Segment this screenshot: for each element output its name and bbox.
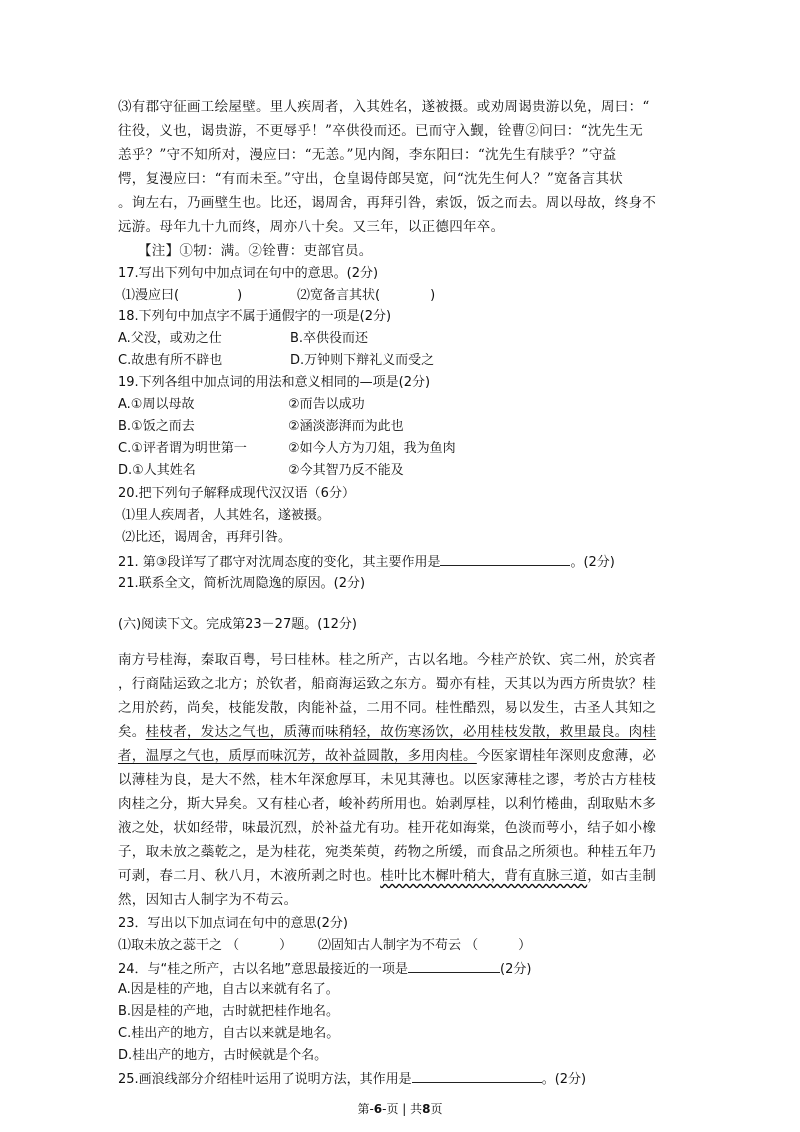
question-23-item-a: ⑴取未放之蕊干之 （ ） bbox=[118, 938, 293, 953]
option-a-1: A.①周以母故 bbox=[118, 397, 195, 412]
question-17-item-b: ⑵宽备言其状( ) bbox=[297, 288, 436, 303]
passage6-line: 南方号桂海，秦取百粤，号曰桂林。桂之所产，古以名地。今桂产於钦、宾二州，於宾者 bbox=[118, 652, 657, 668]
option-d-1: D.①人其姓名 bbox=[118, 463, 196, 478]
page-footer: 第-6-页 | 共8页 bbox=[357, 1102, 443, 1116]
option-c-1: C.①评者谓为明世第一 bbox=[118, 441, 247, 456]
passage6-line: 矣。桂枝者，发达之气也，质薄而味稍轻，故伤寒汤饮，必用桂枝发散，救里最良。肉桂 bbox=[118, 724, 657, 740]
passage5-line: 往役，义也，谒贵游，不更辱乎！”卒供役而还。已而守入觐，铨曹②问曰：“沈先生无 bbox=[118, 123, 644, 139]
option-d: D.桂出产的地方，古时候就是个名。 bbox=[118, 1048, 328, 1063]
option-d: D.万钟则下辩礼义而受之 bbox=[290, 353, 435, 368]
wavy-underlined-passage: 桂叶比木樨叶稍大，背有直脉三道 bbox=[380, 868, 588, 884]
question-20-stem: 20.把下列句子解释成现代汉汉语（6分） bbox=[118, 486, 355, 501]
page-number: 6 bbox=[373, 1102, 383, 1116]
passage6-line: 之用於药，尚矣，枝能发散，肉能补益，二用不同。桂性酷烈，易以发生，古圣人其知之 bbox=[118, 700, 657, 716]
page-total: 8 bbox=[422, 1102, 431, 1116]
answer-blank[interactable] bbox=[408, 958, 500, 973]
passage6-line: 液之处，状如经带，味最沉烈，於补益尤有功。桂开花如海棠，色淡而萼小，结子如小橡 bbox=[118, 820, 657, 836]
passage6-line: ，行商陆运致之北方；於钦者，船商海运致之东方。蜀亦有桂，天其以为西方所贵欤？桂 bbox=[118, 676, 657, 692]
option-b: B.卒供役而还 bbox=[290, 331, 369, 346]
question-24-stem: 24．与“桂之所产，古以名地”意思最接近的一项是 (2分) bbox=[118, 958, 531, 980]
section-6-heading: (六)阅读下文。完成第23－27题。(12分) bbox=[118, 617, 357, 632]
question-20-item-a: ⑴里人疾周者，人其姓名，遂被摄。 bbox=[122, 508, 331, 523]
question-25-stem: 25.画浪线部分介绍桂叶运用了说明方法，其作用是 。(2分) bbox=[118, 1068, 586, 1090]
option-c: C.桂出产的地方，自古以来就是地名。 bbox=[118, 1026, 340, 1041]
footnote: 【注】①牣：满。②铨曹：吏部官员。 bbox=[138, 243, 373, 259]
question-18-stem: 18.下列句中加点字不属于通假字的一项是(2分) bbox=[118, 309, 392, 324]
option-a-2: ②而告以成功 bbox=[288, 397, 365, 412]
underlined-passage: 者，温厚之气也，质厚而味沉芳，故补益圆散，多用肉桂。 bbox=[118, 748, 477, 764]
option-c-2: ②如今人方为刀俎，我为鱼肉 bbox=[288, 441, 456, 456]
underlined-passage: 桂枝者，发达之气也，质薄而味稍轻，故伤寒汤饮，必用桂枝发散，救里最良。肉桂 bbox=[145, 724, 657, 740]
question-23-item-b: ⑵固知古人制字为不苟云 （ ） bbox=[318, 938, 532, 953]
passage5-line: ⑶有郡守征画工绘屋壁。里人疾周者，入其姓名，遂被摄。或劝周谒贵游以免，周曰：“ bbox=[118, 99, 650, 115]
passage5-line: 恙乎？”守不知所对，漫应曰：“无恙。”见内阁，李东阳曰：“沈先生有牍乎？”守益 bbox=[118, 147, 617, 163]
passage6-line: 肉桂之分，斯大异矣。又有桂心者，峻补药所用也。始剥厚桂，以利竹棬曲，刮取贴木多 bbox=[118, 796, 657, 812]
passage5-line: 。询左右，乃画壁生也。比还，谒周舍，再拜引咎，索饭，饭之而去。周以母故，终身不 bbox=[118, 195, 657, 211]
passage6-line: 以薄桂为良，是大不然，桂木年深愈厚耳，未见其薄也。以医家薄桂之谬，考於古方桂枝 bbox=[118, 772, 657, 788]
question-19-stem: 19.下列各组中加点词的用法和意义相同的—项是(2分) bbox=[118, 375, 431, 390]
option-b-2: ②涵淡澎湃而为此也 bbox=[288, 419, 404, 434]
answer-blank[interactable] bbox=[412, 1068, 542, 1083]
question-17-stem: 17.写出下列句中加点词在句中的意思。(2分) bbox=[118, 266, 379, 281]
question-21a: 21. 第③段详写了郡守对沈周态度的变化，其主要作用是 。(2分) bbox=[118, 551, 615, 573]
answer-blank[interactable] bbox=[440, 551, 570, 566]
question-17-item-a: ⑴漫应曰( ) bbox=[122, 288, 243, 303]
question-20-item-b: ⑵比还，谒周舍，再拜引咎。 bbox=[122, 530, 292, 545]
passage6-line: 子，取未放之蘂乾之，是为桂花，宛类茱萸，药物之所缓，而食品之所须也。种桂五年乃 bbox=[118, 844, 657, 860]
option-a: A.父没，或劝之仕 bbox=[118, 331, 222, 346]
question-23-stem: 23．写出以下加点词在句中的意思(2分) bbox=[118, 916, 348, 931]
passage5-line: 愕，复漫应曰：“有而未至。”守出，仓皇谒侍郎吴宽，问“沈先生何人？”宽备言其状 bbox=[118, 171, 624, 187]
question-21b: 21.联系全文，简析沈周隐逸的原因。(2分) bbox=[118, 576, 366, 591]
passage5-line: 远游。母年九十九而终，周亦八十矣。又三年，以正德四年卒。 bbox=[118, 219, 505, 235]
passage6-line: 然，因知古人制字为不苟云。 bbox=[118, 892, 298, 908]
option-a: A.因是桂的产地，自古以来就有名了。 bbox=[118, 982, 339, 997]
option-b: B.因是桂的产地，古时就把桂作地名。 bbox=[118, 1004, 340, 1019]
option-b-1: B.①饭之而去 bbox=[118, 419, 195, 434]
passage6-line: 可剥，春二月、秋八月，木液所剥之时也。桂叶比木樨叶稍大，背有直脉三道，如古圭制 bbox=[118, 868, 657, 884]
option-c: C.故患有所不辟也 bbox=[118, 353, 223, 368]
passage6-line: 者，温厚之气也，质厚而味沉芳，故补益圆散，多用肉桂。今医家谓桂年深则皮愈薄，必 bbox=[118, 748, 657, 764]
option-d-2: ②今其智乃反不能及 bbox=[288, 463, 404, 478]
